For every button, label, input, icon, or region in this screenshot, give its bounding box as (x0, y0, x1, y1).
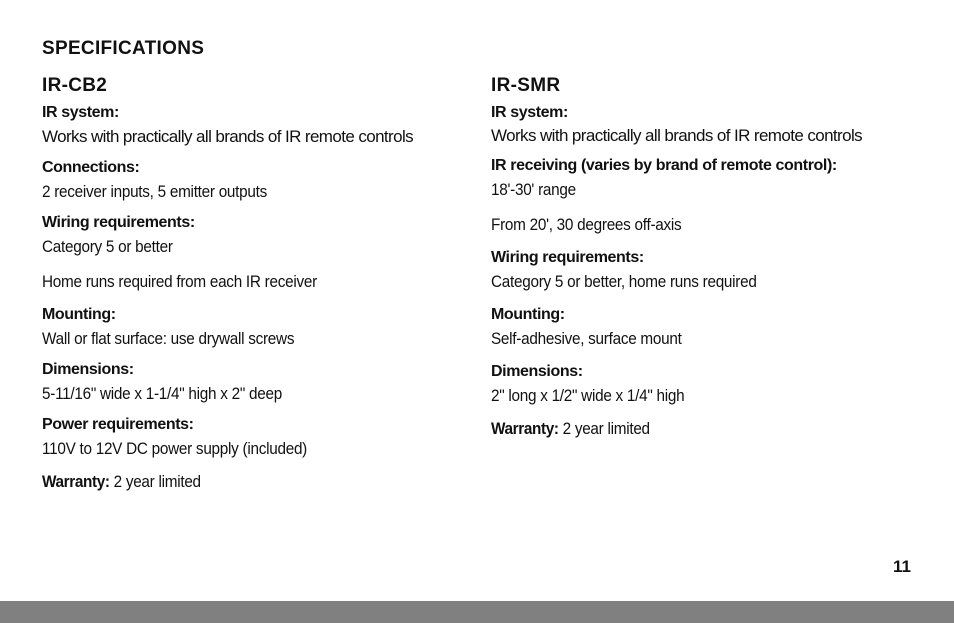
warranty-text: 2 year limited (109, 472, 201, 491)
ir-receiving-text-1: 18'-30' range (491, 180, 576, 199)
mounting-text: Self-adhesive, surface mount (491, 329, 682, 348)
ir-cb2-column (42, 74, 462, 494)
ir-smr-column (491, 74, 911, 441)
wiring-label: Wiring requirements: (42, 214, 195, 231)
connections-label: Connections: (42, 159, 140, 176)
power-label: Power requirements: (42, 416, 194, 433)
ir-system-text: Works with practically all brands of IR remote controls (491, 126, 863, 145)
dimensions-text: 5-11/16" wide x 1-1/4" high x 2" deep (42, 384, 282, 403)
mounting-label: Mounting: (491, 306, 565, 323)
power-text: 110V to 12V DC power supply (included) (42, 439, 308, 458)
warranty-line (491, 416, 869, 441)
wiring-text-2: Home runs required from each IR receiver (42, 272, 317, 291)
ir-receiving-text-2: From 20', 30 degrees off-axis (491, 215, 682, 234)
connections-text: 2 receiver inputs, 5 emitter outputs (42, 182, 267, 201)
warranty-line (42, 469, 420, 494)
wiring-text-1: Category 5 or better (42, 237, 173, 256)
ir-receiving-label: IR receiving (varies by brand of remote control): (491, 157, 837, 174)
dimensions-text: 2" long x 1/2" wide x 1/4" high (491, 386, 685, 405)
warranty-label: Warranty: (42, 472, 110, 491)
wiring-text: Category 5 or better, home runs required (491, 272, 757, 291)
ir-system-label: IR system: (42, 104, 119, 121)
page-title: SPECIFICATIONS (42, 38, 205, 59)
footer-bar (0, 601, 954, 623)
ir-system-label: IR system: (491, 104, 568, 121)
ir-smr-heading: IR-SMR (491, 75, 561, 96)
mounting-text: Wall or flat surface: use drywall screws (42, 329, 295, 348)
dimensions-label: Dimensions: (491, 363, 583, 380)
wiring-label: Wiring requirements: (491, 249, 644, 266)
mounting-label: Mounting: (42, 306, 116, 323)
ir-cb2-heading: IR-CB2 (42, 75, 108, 96)
dimensions-label: Dimensions: (42, 361, 134, 378)
warranty-label: Warranty: (491, 419, 559, 438)
page-number: 11 (893, 557, 911, 576)
warranty-text: 2 year limited (558, 419, 650, 438)
ir-system-text: Works with practically all brands of IR remote controls (42, 127, 414, 146)
